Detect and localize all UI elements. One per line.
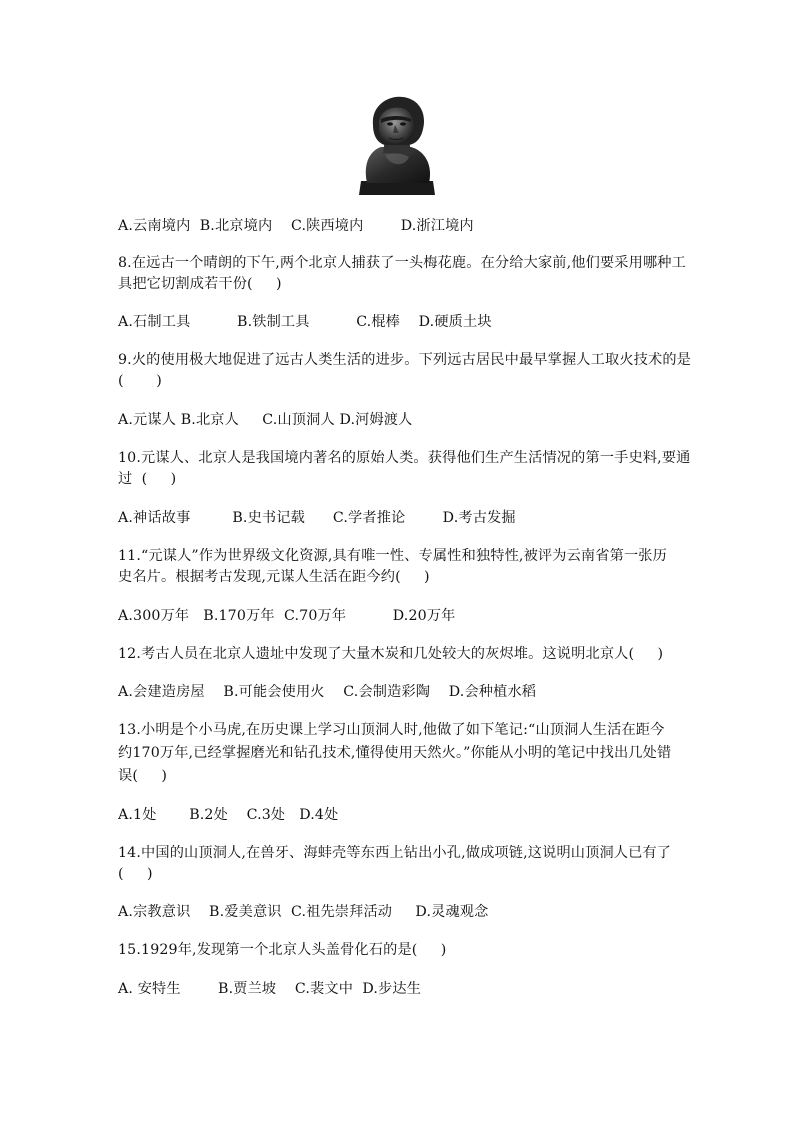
q10-stem-line1: 10.元谋人、北京人是我国境内著名的原始人类。获得他们生产生活情况的第一手史料,要通: [118, 450, 691, 466]
q7-options: A.云南境内 B.北京境内 C.陕西境内 D.浙江境内: [118, 218, 474, 234]
q13-stem-line3: 误( ): [118, 768, 168, 784]
q9-options: A.元谋人 B.北京人 C.山顶洞人 D.河姆渡人: [118, 412, 413, 428]
q12-options: A.会建造房屋 B.可能会使用火 C.会制造彩陶 D.会种植水稻: [118, 684, 537, 700]
q12-stem-line1: 12.考古人员在北京人遗址中发现了大量木炭和几处较大的灰烬堆。这说明北京人( ): [118, 646, 664, 662]
q11-stem-line2: 史名片。根据考古发现,元谋人生活在距今约( ): [118, 569, 430, 585]
q8-options: A.石制工具 B.铁制工具 C.棍棒 D.硬质土块: [118, 314, 492, 330]
q11-options: A.300万年 B.170万年 C.70万年 D.20万年: [118, 608, 456, 624]
q14-options: A.宗教意识 B.爱美意识 C.祖先崇拜活动 D.灵魂观念: [118, 904, 489, 920]
q13-options: A.1处 B.2处 C.3处 D.4处: [118, 807, 339, 823]
q9-stem-line1: 9.火的使用极大地促进了远古人类生活的进步。下列远古居民中最早掌握人工取火技术的是: [118, 352, 692, 368]
q8-stem-line1: 8.在远古一个晴朗的下午,两个北京人捕获了一头梅花鹿。在分给大家前,他们要采用哪种工: [118, 255, 686, 271]
peking-man-bust-image: [355, 95, 437, 195]
q13-stem-line2: 约170万年,已经掌握磨光和钻孔技术,懂得使用天然火。”你能从小明的笔记中找出几处错: [118, 745, 672, 761]
q11-stem-line1: 11.“元谋人”作为世界级文化资源,具有唯一性、专属性和独特性,被评为云南省第一张历: [118, 548, 667, 564]
q14-stem-line1: 14.中国的山顶洞人,在兽牙、海蚌壳等东西上钻出小孔,做成项链,这说明山顶洞人已有了: [118, 845, 672, 861]
q10-options: A.神话故事 B.史书记载 C.学者推论 D.考古发掘: [118, 510, 516, 526]
q15-options: A. 安特生 B.贾兰坡 C.裴文中 D.步达生: [118, 981, 422, 997]
q13-stem-line1: 13.小明是个小马虎,在历史课上学习山顶洞人时,他做了如下笔记:“山顶洞人生活在距今: [118, 722, 665, 738]
q8-stem-line2: 具把它切割成若干份( ): [118, 276, 282, 292]
q15-stem-line1: 15.1929年,发现第一个北京人头盖骨化石的是( ): [118, 942, 447, 958]
q14-stem-line2: ( ): [118, 866, 153, 882]
q9-stem-line2: ( ): [118, 373, 162, 389]
q10-stem-line2: 过 ( ): [118, 471, 177, 487]
